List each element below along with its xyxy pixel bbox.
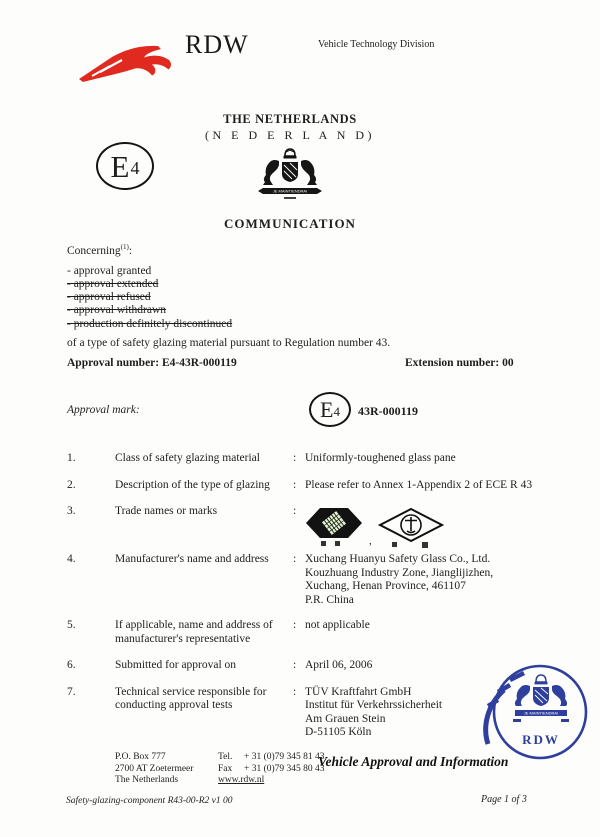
approval-number: Approval number: E4-43R-000119: [67, 357, 237, 369]
option-approval-extended: - approval extended: [67, 278, 159, 291]
item-value: Xuchang Huanyu Safety Glass Co., Ltd. Kouzhuang Industry Zone, Jianglijizhen, Xuchang, Henan Province, 461107 P.R. China: [305, 553, 494, 606]
page-number: Page 1 of 3: [481, 794, 527, 805]
diamond-anchor-trademark-icon: [378, 507, 444, 549]
option-approval-withdrawn: - approval withdrawn: [67, 304, 166, 317]
item-description-of-glazing: 2. Description of the type of glazing : Please refer to Annex 1-Appendix 2 of ECE R 43: [67, 478, 533, 491]
item-number: 6.: [67, 659, 76, 671]
approval-mark-code: 43R-000119: [358, 404, 418, 418]
item-submitted-date: 6. Submitted for approval on : April 06, 2006: [67, 659, 373, 671]
approval-mark-label: Approval mark:: [67, 404, 140, 416]
footer-department: Vehicle Approval and Information: [318, 754, 509, 769]
item-manufacturer: 4. Manufacturer's name and address : Xuchang Huanyu Safety Glass Co., Ltd. Kouzhuang Industry Zone, Jianglijizhen, Xuchang, Henan Province, 461107 P.R. China: [67, 553, 562, 607]
item-value: Please refer to Annex 1-Appendix 2 of ECE R 43: [305, 478, 533, 491]
item-number: 5.: [67, 619, 76, 631]
stamp-text: RDW: [522, 732, 560, 747]
communication-heading: COMMUNICATION: [224, 216, 356, 231]
division-title: Vehicle Technology Division: [318, 39, 435, 50]
item-number: 3.: [67, 505, 76, 517]
title-block: [140, 112, 440, 232]
item-label: Technical service responsible for conducting approval tests: [115, 685, 267, 711]
fax-label: Fax: [218, 763, 233, 774]
item-label: Trade names or marks: [115, 505, 218, 517]
svg-text:JE MAINTIENDRAI: JE MAINTIENDRAI: [523, 710, 559, 716]
brand-name: RDW: [185, 30, 249, 59]
document-reference: Safety-glazing-component R43-00-R2 v1 00: [66, 796, 233, 806]
option-approval-granted: - approval granted: [67, 264, 152, 277]
tel-number: + 31 (0)79 345 81 43: [244, 752, 325, 762]
trademark-logos: [305, 507, 562, 549]
e4-letter: E: [110, 148, 130, 184]
item-number: 2.: [67, 478, 76, 491]
option-production-discontinued: - production definitely discontinued: [67, 317, 233, 330]
concerning-label: Concerning$^{(1)}$:: [67, 243, 133, 257]
item-class-of-glazing: 1. Class of safety glazing material : Uniformly-toughened glass pane: [67, 452, 456, 464]
item-label: Description of the type of glazing: [115, 478, 270, 491]
extension-number: Extension number: 00: [405, 357, 514, 369]
fax-number: + 31 (0)79 345 80 43: [244, 763, 325, 774]
website-link[interactable]: www.rdw.nl: [218, 775, 265, 785]
concerning-options: [67, 265, 390, 331]
item-number: 7.: [67, 685, 76, 698]
hexagon-glass-trademark-icon: [305, 507, 363, 547]
footer-contact: [218, 752, 325, 787]
footer-address: P.O. Box 777 2700 AT Zoetermeer The Netherlands: [115, 752, 194, 785]
tel-label: Tel.: [218, 752, 233, 762]
item-trade-names: 3. Trade names or marks : ,: [67, 505, 562, 549]
item-label: Manufacturer's name and address: [115, 553, 269, 565]
item-value: TÜV Kraftfahrt GmbH Institut für Verkehrssicherheit Am Grauen Stein D-51105 Köln: [305, 685, 443, 738]
footnote-ref: (1): [120, 243, 129, 251]
item-number: 4.: [67, 553, 76, 565]
dutch-coat-of-arms-icon: [140, 147, 440, 210]
country-native-title: (N E D E R L A N D): [204, 128, 376, 142]
motto-text: JE MAINTIENDRAI: [272, 188, 308, 194]
logo-separator: ,: [369, 535, 372, 547]
item-technical-service: 7. Technical service responsible for conducting approval tests : TÜV Kraftfahrt GmbH Institut für Verkehrssicherheit Am Grauen Stein D-51105 Köln: [67, 686, 562, 740]
subject-line: of a type of safety glazing material pursuant to Regulation number 43.: [67, 336, 391, 349]
e4-mark-roundel: E 4: [309, 392, 351, 427]
rdw-swoosh-logo-icon: [76, 42, 182, 91]
item-value: not applicable: [305, 619, 370, 631]
item-label: Class of safety glazing material: [115, 452, 260, 464]
item-value: Uniformly-toughened glass pane: [305, 452, 456, 464]
country-title: THE NETHERLANDS: [223, 112, 357, 126]
e4-number: 4: [130, 158, 140, 178]
concerning-section: [67, 243, 390, 349]
item-label: If applicable, name and address of manufacturer's representative: [115, 619, 273, 645]
item-number: 1.: [67, 452, 76, 464]
item-representative: 5. If applicable, name and address of manufacturer's representative : not applicable: [67, 619, 370, 645]
item-label: Submitted for approval on: [115, 659, 237, 671]
option-approval-refused: - approval refused: [67, 291, 151, 304]
item-value: April 06, 2006: [305, 659, 373, 671]
